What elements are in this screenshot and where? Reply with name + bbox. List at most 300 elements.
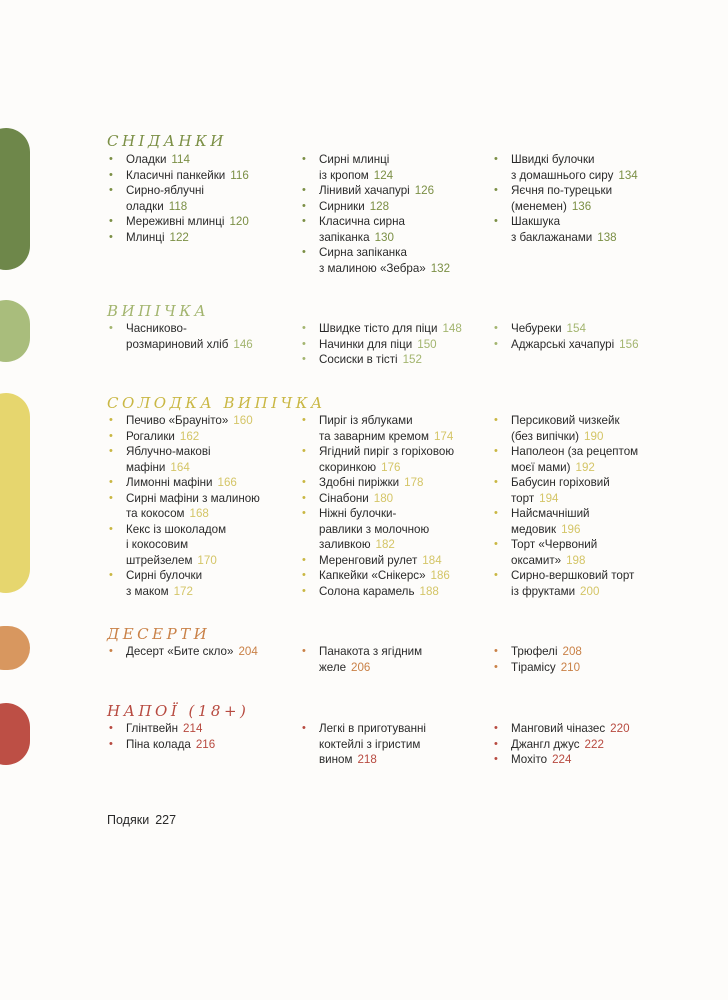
- page-number: 206: [351, 660, 371, 674]
- bullet-icon: •: [109, 153, 113, 165]
- bullet-icon: •: [109, 569, 113, 581]
- entry-title-line: [319, 537, 454, 553]
- entry-title-line: [319, 214, 450, 230]
- entry-title-text: із кропом: [319, 168, 369, 182]
- toc-entry[interactable]: [300, 444, 454, 475]
- entry-title-line: [511, 537, 638, 553]
- bullet-icon: •: [302, 414, 306, 426]
- bullet-icon: •: [302, 553, 306, 566]
- toc-entry[interactable]: [107, 168, 249, 184]
- entry-title-line: [126, 460, 260, 476]
- entry-title-text: медовик: [511, 522, 557, 536]
- page-number: 170: [197, 553, 217, 567]
- section-column: [107, 152, 249, 245]
- entry-title-line: [126, 168, 249, 184]
- toc-entry[interactable]: [300, 491, 454, 507]
- page-number: 222: [584, 737, 604, 751]
- page-number: 198: [566, 553, 586, 567]
- entry-title-line: [319, 660, 422, 676]
- entry-title-text: Мохіто: [511, 753, 548, 766]
- entry-title-line: [511, 429, 638, 445]
- toc-entry[interactable]: [107, 183, 249, 214]
- entry-title-line: [319, 199, 450, 215]
- acknowledgements-entry[interactable]: [107, 813, 176, 827]
- entry-title-line: [319, 737, 426, 753]
- entry-title-text: Начинки для піци: [319, 337, 413, 351]
- toc-entry[interactable]: [492, 721, 630, 737]
- page-number: 156: [619, 337, 639, 351]
- bullet-icon: •: [302, 322, 306, 334]
- page-number: 148: [442, 322, 462, 335]
- section-tab: [0, 300, 30, 362]
- bullet-icon: •: [109, 645, 113, 657]
- entry-title-text: з баклажанами: [511, 230, 593, 244]
- entry-title-line: [126, 444, 260, 460]
- toc-entry[interactable]: [300, 183, 450, 199]
- page-number: 120: [229, 215, 249, 228]
- entry-title-line: [319, 644, 422, 660]
- entry-title-line: [319, 321, 462, 337]
- page-number: 182: [375, 538, 395, 551]
- entry-title-text: Капкейки «Снікерс»: [319, 569, 426, 582]
- bullet-icon: •: [302, 584, 306, 597]
- entry-title-text: Млинці: [126, 230, 165, 244]
- page-number: 168: [189, 507, 209, 520]
- entry-title-text: Персиковий чизкейк: [511, 414, 620, 427]
- toc-entry[interactable]: [300, 352, 462, 368]
- toc-entry[interactable]: [300, 337, 462, 353]
- entry-title-text: Піна колада: [126, 737, 191, 751]
- entry-title-line: [319, 168, 450, 184]
- entry-title-line: [319, 491, 454, 507]
- entry-title-line: [511, 568, 638, 584]
- bullet-icon: •: [302, 645, 306, 657]
- toc-entry[interactable]: [492, 214, 638, 245]
- entry-title-text: мафіни: [126, 460, 166, 474]
- entry-title-text: Манговий чіназес: [511, 722, 606, 735]
- bullet-icon: •: [302, 507, 306, 519]
- toc-entry[interactable]: [492, 444, 638, 475]
- section-heading: СНІДАНКИ: [107, 132, 227, 150]
- page-number: 132: [430, 261, 451, 275]
- section-tab: [0, 626, 30, 670]
- toc-entry[interactable]: [300, 413, 454, 444]
- entry-title-line: [319, 337, 462, 353]
- entry-title-text: Солона карамель: [319, 584, 415, 598]
- toc-entry[interactable]: [300, 214, 450, 245]
- page-number: 152: [402, 353, 422, 366]
- entry-title-line: [511, 506, 638, 522]
- section-heading: ДЕСЕРТИ: [107, 625, 211, 643]
- entry-title-line: [126, 737, 215, 753]
- page-number: 126: [414, 184, 435, 197]
- entry-title-line: [126, 721, 215, 737]
- entry-title-line: [126, 321, 253, 337]
- entry-title-line: [319, 183, 450, 199]
- page-number: 138: [597, 230, 617, 244]
- entry-title-line: [511, 337, 639, 353]
- bullet-icon: •: [109, 322, 113, 334]
- entry-title-text: Часниково-: [126, 322, 187, 335]
- bullet-icon: •: [494, 538, 498, 550]
- entry-title-line: [126, 183, 249, 199]
- page-number: 150: [417, 337, 437, 351]
- entry-title-text: (без випічки): [511, 429, 580, 443]
- toc-entry[interactable]: [300, 506, 454, 553]
- section-column: [300, 721, 426, 768]
- entry-title-text: Класична сирна: [319, 215, 405, 228]
- entry-title-line: [511, 553, 638, 569]
- entry-title-line: [319, 506, 454, 522]
- section-column: [300, 413, 454, 599]
- entry-title-line: [511, 644, 582, 660]
- entry-title-line: [511, 444, 638, 460]
- page-number: 114: [171, 153, 190, 166]
- entry-title-text: з маком: [126, 584, 169, 598]
- toc-entry[interactable]: [492, 413, 638, 444]
- toc-entry[interactable]: [300, 199, 450, 215]
- entry-title-line: [126, 429, 260, 445]
- entry-title-text: Кекс із шоколадом: [126, 522, 227, 536]
- entry-title-text: Сосиски в тісті: [319, 353, 398, 366]
- bullet-icon: •: [302, 215, 306, 227]
- entry-title-text: Ягідний пиріг з горіховою: [319, 445, 455, 458]
- toc-entry[interactable]: [107, 152, 249, 168]
- entry-title-line: [126, 644, 258, 660]
- entry-title-line: [511, 183, 638, 199]
- page-number: 214: [183, 722, 203, 735]
- entry-title-text: Пиріг із яблуками: [319, 414, 413, 427]
- bullet-icon: •: [494, 184, 498, 196]
- entry-title-text: Здобні пиріжки: [319, 476, 400, 489]
- acknowledgements-label: Подяки: [107, 813, 150, 827]
- toc-entry[interactable]: [492, 506, 638, 537]
- bullet-icon: •: [109, 722, 113, 734]
- entry-title-line: [511, 321, 639, 337]
- entry-title-line: [511, 230, 638, 246]
- bullet-icon: •: [494, 722, 498, 734]
- entry-title-line: [511, 199, 638, 215]
- toc-entry[interactable]: [107, 568, 260, 599]
- entry-title-line: [126, 413, 260, 429]
- entry-title-text: Сирні булочки: [126, 569, 203, 582]
- bullet-icon: •: [109, 184, 113, 196]
- entry-title-text: Мереживні млинці: [126, 215, 225, 228]
- page-number: 204: [238, 645, 258, 658]
- entry-title-text: Сирники: [319, 199, 365, 213]
- entry-title-line: [511, 152, 638, 168]
- entry-title-text: Шакшука: [511, 215, 561, 228]
- entry-title-text: Сирні мафіни з малиною: [126, 491, 260, 505]
- page-number: 194: [539, 491, 559, 505]
- toc-entry[interactable]: [492, 337, 639, 353]
- page-number: 174: [433, 429, 454, 443]
- entry-title-line: [511, 214, 638, 230]
- bullet-icon: •: [302, 153, 306, 165]
- entry-title-text: штрейзелем: [126, 553, 193, 567]
- entry-title-text: скоринкою: [319, 460, 377, 474]
- entry-title-line: [126, 152, 249, 168]
- entry-title-text: коктейлі з ігристим: [319, 737, 421, 751]
- entry-title-text: Меренговий рулет: [319, 553, 418, 567]
- entry-title-line: [319, 752, 426, 768]
- bullet-icon: •: [494, 476, 498, 488]
- bullet-icon: •: [494, 737, 498, 750]
- page-number: 186: [430, 569, 450, 582]
- page-number: 180: [373, 491, 394, 505]
- entry-title-text: і кокосовим: [126, 538, 189, 551]
- page-number: 190: [584, 429, 604, 443]
- bullet-icon: •: [494, 337, 498, 350]
- section-tab: [0, 703, 30, 765]
- toc-entry[interactable]: [492, 660, 582, 676]
- toc-entry[interactable]: [300, 152, 450, 183]
- bullet-icon: •: [302, 184, 306, 196]
- toc-entry[interactable]: [107, 214, 249, 230]
- entry-title-line: [126, 522, 260, 538]
- entry-title-text: вином: [319, 753, 353, 766]
- entry-title-line: [319, 429, 454, 445]
- entry-title-line: [511, 522, 638, 538]
- entry-title-text: Найсмачніший: [511, 507, 590, 520]
- entry-title-text: та заварним кремом: [319, 429, 429, 443]
- bullet-icon: •: [494, 153, 498, 165]
- bullet-icon: •: [302, 337, 306, 350]
- toc-entry[interactable]: [300, 475, 454, 491]
- section-heading: НАПОЇ (18+): [107, 702, 250, 720]
- entry-title-line: [126, 506, 260, 522]
- entry-title-line: [319, 261, 450, 277]
- entry-title-text: Тірамісу: [511, 660, 556, 674]
- entry-title-line: [319, 584, 454, 600]
- entry-title-text: заливкою: [319, 538, 371, 551]
- toc-entry[interactable]: [492, 321, 639, 337]
- bullet-icon: •: [109, 215, 113, 227]
- entry-title-line: [319, 568, 454, 584]
- toc-entry[interactable]: [492, 644, 582, 660]
- entry-title-text: Рогалики: [126, 429, 175, 443]
- toc-entry[interactable]: [492, 737, 630, 753]
- page-number: 196: [561, 522, 581, 536]
- page-number: 227: [155, 813, 177, 827]
- entry-title-text: Ніжні булочки-: [319, 507, 397, 520]
- entry-title-line: [126, 553, 260, 569]
- toc-entry[interactable]: [107, 737, 215, 753]
- bullet-icon: •: [109, 737, 113, 750]
- entry-title-text: Сирно-яблучні: [126, 184, 204, 197]
- entry-title-line: [511, 413, 638, 429]
- page-number: 176: [381, 460, 401, 474]
- section-column: [300, 644, 422, 675]
- entry-title-line: [511, 660, 582, 676]
- bullet-icon: •: [302, 491, 306, 504]
- section-column: [492, 721, 630, 768]
- entry-title-text: Бабусин горіховий: [511, 476, 610, 489]
- page-number: 220: [610, 722, 630, 735]
- bullet-icon: •: [494, 660, 498, 673]
- entry-title-text: Чебуреки: [511, 322, 562, 335]
- toc-entry[interactable]: [492, 152, 638, 183]
- entry-title-text: Джангл джус: [511, 737, 580, 751]
- bullet-icon: •: [494, 753, 498, 765]
- entry-title-text: Класичні панкейки: [126, 168, 226, 182]
- entry-title-text: та кокосом: [126, 507, 185, 520]
- entry-title-line: [319, 413, 454, 429]
- bullet-icon: •: [109, 230, 113, 243]
- toc-entry[interactable]: [492, 183, 638, 214]
- section-tab: [0, 393, 30, 593]
- entry-title-line: [319, 475, 454, 491]
- page-number: 116: [230, 168, 249, 182]
- bullet-icon: •: [109, 414, 113, 426]
- toc-entry[interactable]: [107, 475, 260, 491]
- section-column: [107, 413, 260, 599]
- entry-title-line: [319, 152, 450, 168]
- entry-title-text: Сирні млинці: [319, 153, 390, 166]
- entry-title-text: запіканка: [319, 230, 370, 244]
- toc-entry[interactable]: [492, 537, 638, 568]
- bullet-icon: •: [494, 215, 498, 227]
- toc-entry[interactable]: [300, 721, 426, 768]
- bullet-icon: •: [494, 414, 498, 426]
- page-number: 124: [373, 168, 394, 182]
- page-number: 178: [404, 476, 424, 489]
- bullet-icon: •: [302, 353, 306, 365]
- bullet-icon: •: [494, 445, 498, 457]
- entry-title-line: [511, 737, 630, 753]
- toc-entry[interactable]: [300, 553, 454, 569]
- page-number: 130: [374, 230, 394, 244]
- entry-title-text: з домашнього сиру: [511, 168, 614, 182]
- bullet-icon: •: [494, 507, 498, 519]
- page-number: 136: [571, 199, 592, 213]
- entry-title-text: оладки: [126, 199, 164, 213]
- page-number: 192: [575, 460, 595, 474]
- entry-title-line: [319, 230, 450, 246]
- bullet-icon: •: [302, 246, 306, 258]
- section-column: [107, 644, 258, 660]
- page-number: 134: [618, 168, 638, 182]
- entry-title-text: Лінивий хачапурі: [319, 184, 410, 197]
- page-number: 122: [169, 230, 189, 244]
- section-column: [107, 321, 253, 352]
- entry-title-text: Сирно-вершковий торт: [511, 569, 635, 582]
- entry-title-text: оксамит»: [511, 553, 562, 567]
- bullet-icon: •: [494, 322, 498, 334]
- entry-title-line: [319, 553, 454, 569]
- bullet-icon: •: [109, 429, 113, 442]
- entry-title-text: Печиво «Брауніто»: [126, 414, 229, 427]
- toc-entry[interactable]: [300, 245, 450, 276]
- entry-title-line: [126, 230, 249, 246]
- entry-title-text: Яблучно-макові: [126, 445, 211, 458]
- entry-title-line: [126, 584, 260, 600]
- toc-entry[interactable]: [300, 568, 454, 584]
- entry-title-line: [126, 337, 253, 353]
- entry-title-text: Торт «Червоний: [511, 538, 598, 551]
- toc-entry[interactable]: [300, 321, 462, 337]
- section-tab: [0, 128, 30, 270]
- bullet-icon: •: [109, 491, 113, 504]
- entry-title-line: [319, 352, 462, 368]
- toc-entry[interactable]: [107, 491, 260, 522]
- entry-title-text: Швидке тісто для піци: [319, 322, 438, 335]
- entry-title-text: Легкі в приготуванні: [319, 722, 426, 735]
- bullet-icon: •: [302, 445, 306, 457]
- section-column: [492, 413, 638, 599]
- entry-title-line: [511, 475, 638, 491]
- bullet-icon: •: [494, 645, 498, 657]
- toc-entry[interactable]: [107, 413, 260, 429]
- toc-entry[interactable]: [300, 584, 454, 600]
- entry-title-text: Сінабони: [319, 491, 369, 505]
- toc-entry[interactable]: [107, 429, 260, 445]
- entry-title-line: [511, 752, 630, 768]
- page-number: 188: [419, 584, 439, 598]
- entry-title-text: Оладки: [126, 153, 167, 166]
- bullet-icon: •: [302, 199, 306, 212]
- bullet-icon: •: [109, 445, 113, 457]
- toc-entry[interactable]: [492, 568, 638, 599]
- page-number: 164: [170, 460, 190, 474]
- section-column: [300, 321, 462, 368]
- bullet-icon: •: [494, 569, 498, 581]
- entry-title-line: [511, 584, 638, 600]
- page-number: 118: [168, 199, 188, 213]
- entry-title-line: [319, 721, 426, 737]
- entry-title-line: [319, 444, 454, 460]
- entry-title-text: торт: [511, 491, 535, 505]
- toc-entry[interactable]: [492, 752, 630, 768]
- toc-entry[interactable]: [107, 644, 258, 660]
- entry-title-line: [126, 537, 260, 553]
- page-number: 200: [580, 584, 600, 598]
- toc-entry[interactable]: [107, 444, 260, 475]
- toc-entry[interactable]: [107, 522, 260, 569]
- page-number: 210: [560, 660, 581, 674]
- page-number: 218: [357, 753, 377, 766]
- entry-title-line: [126, 214, 249, 230]
- section-column: [492, 152, 638, 245]
- bullet-icon: •: [109, 168, 113, 181]
- entry-title-line: [319, 460, 454, 476]
- page-number: 224: [552, 753, 572, 766]
- entry-title-line: [126, 568, 260, 584]
- entry-title-text: моєї мами): [511, 460, 571, 474]
- toc-entry[interactable]: [107, 230, 249, 246]
- entry-title-text: розмариновий хліб: [126, 337, 229, 351]
- entry-title-text: (менемен): [511, 199, 567, 213]
- page-number: 184: [422, 553, 442, 567]
- bullet-icon: •: [302, 476, 306, 488]
- bullet-icon: •: [109, 522, 113, 535]
- section-column: [492, 644, 582, 675]
- page-number: 160: [233, 414, 253, 427]
- page-number: 162: [179, 429, 200, 443]
- entry-title-line: [319, 522, 454, 538]
- entry-title-line: [126, 491, 260, 507]
- toc-entry[interactable]: [107, 321, 253, 352]
- toc-entry[interactable]: [107, 721, 215, 737]
- section-column: [492, 321, 639, 352]
- entry-title-text: Трюфелі: [511, 645, 558, 658]
- toc-entry[interactable]: [492, 475, 638, 506]
- entry-title-text: Швидкі булочки: [511, 153, 595, 166]
- entry-title-text: Панакота з ягідним: [319, 645, 423, 658]
- entry-title-text: Глінтвейн: [126, 722, 179, 735]
- entry-title-line: [126, 475, 260, 491]
- toc-entry[interactable]: [300, 644, 422, 675]
